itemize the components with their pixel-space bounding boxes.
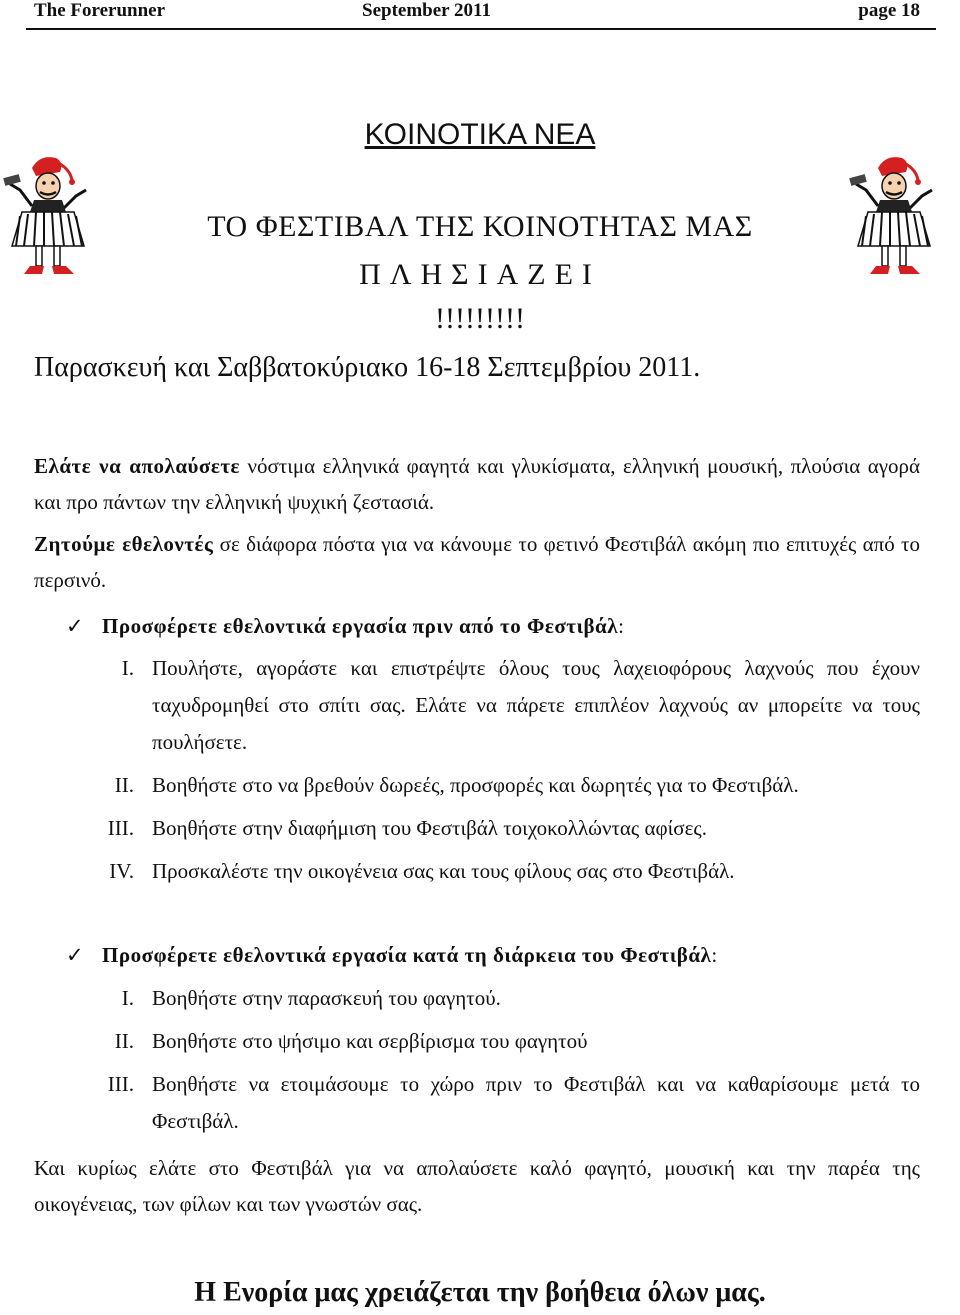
heading-colon: : <box>711 943 718 967</box>
intro-text: νόστιμα ελληνικά φαγητά και γλυκίσματα, ελληνική μουσική, πλούσια αγορά και προ πάντων την ελληνική ψυχική ζεστασιά. <box>34 454 920 514</box>
festival-heading-exclamation: !!!!!!!!! <box>435 302 525 335</box>
header-divider <box>26 28 936 30</box>
list-text: Βοηθήστε να ετοιμάσουμε το χώρο πριν το Φεστιβάλ και να καθαρίσουμε μετά το Φεστιβάλ. <box>152 1072 920 1133</box>
list-number: I. <box>121 656 134 680</box>
list-item <box>0 980 920 1017</box>
before-list <box>0 650 960 896</box>
checkmark-icon: ✓ <box>66 943 84 967</box>
list-item <box>0 1023 920 1060</box>
list-number: IV. <box>109 859 134 883</box>
list-text: Βοηθήστε στην παρασκευή του φαγητού. <box>152 986 501 1010</box>
volunteers-paragraph <box>34 526 920 598</box>
list-number: III. <box>107 816 134 840</box>
list-item <box>0 853 920 890</box>
heading-colon: : <box>618 614 624 638</box>
list-item <box>0 1066 920 1140</box>
list-number: I. <box>121 986 134 1010</box>
during-list <box>0 980 960 1146</box>
during-heading-text: Προσφέρετε εθελοντικά εργασία κατά τη διάρκεια του Φεστιβάλ <box>102 943 712 967</box>
intro-paragraph <box>34 448 920 520</box>
during-section-heading <box>66 937 717 973</box>
festival-heading: ΤΟ ΦΕΣΤΙΒΑΛ ΤΗΣ ΚΟΙΝΟΤΗΤΑΣ ΜΑΣ <box>207 210 753 243</box>
festival-dates: Παρασκευή και Σαββατοκύριακο 16-18 Σεπτεμβρίου 2011. <box>34 352 701 383</box>
before-heading-text: Προσφέρετε εθελοντικά εργασία πριν από το Φεστιβάλ <box>102 614 619 638</box>
list-text: Προσκαλέστε την οικογένεια σας και τους φίλους σας στο Φεστιβάλ. <box>152 859 735 883</box>
list-number: II. <box>114 1029 134 1053</box>
list-number: II. <box>114 773 134 797</box>
page-header <box>0 0 960 22</box>
volunteers-lead: Ζητούμε εθελοντές <box>34 532 214 556</box>
volunteers-text: σε διάφορα πόστα για να κάνουμε το φετινό Φεστιβάλ ακόμη πιο επιτυχές από το περσινό. <box>34 532 920 592</box>
page-number: page 18 <box>858 0 920 21</box>
footer-appeal: Η Ενορία μας χρειάζεται την βοήθεια όλων μας. <box>194 1277 766 1308</box>
intro-lead: Ελάτε να απολαύσετε <box>34 454 240 478</box>
checkmark-icon: ✓ <box>66 614 84 638</box>
list-item <box>0 767 920 804</box>
list-text: Πουλήστε, αγοράστε και επιστρέψτε όλους τους λαχειοφόρους λαχνούς που έχουν ταχυδρομηθεί στο σπίτι σας. Ελάτε να πάρετε επιπλέον λαχνούς αν μπορείτε να τους πουλήσετε. <box>152 656 920 754</box>
list-item <box>0 810 920 847</box>
page-title: ΚΟΙΝΟΤΙΚΑ ΝΕΑ <box>364 118 596 151</box>
closing-paragraph: Και κυρίως ελάτε στο Φεστιβάλ για να απολαύσετε καλό φαγητό, μουσική και την παρέα της οικογένειας, των φίλων και των γνωστών σας. <box>34 1156 920 1216</box>
list-item <box>0 650 920 761</box>
list-text: Βοηθήστε στην διαφήμιση του Φεστιβάλ τοιχοκολλώντας αφίσες. <box>152 816 707 840</box>
before-section-heading <box>66 608 624 644</box>
list-number: III. <box>107 1072 134 1096</box>
list-text: Βοηθήστε στο να βρεθούν δωρεές, προσφορές και δωρητές για το Φεστιβάλ. <box>152 773 799 797</box>
publication-name: The Forerunner <box>34 0 166 21</box>
list-text: Βοηθήστε στο ψήσιμο και σερβίρισμα του φαγητού <box>152 1029 588 1053</box>
festival-heading-approaching: ΠΛΗΣΙΑΖΕΙ <box>359 258 601 291</box>
issue-date: September 2011 <box>362 0 491 21</box>
